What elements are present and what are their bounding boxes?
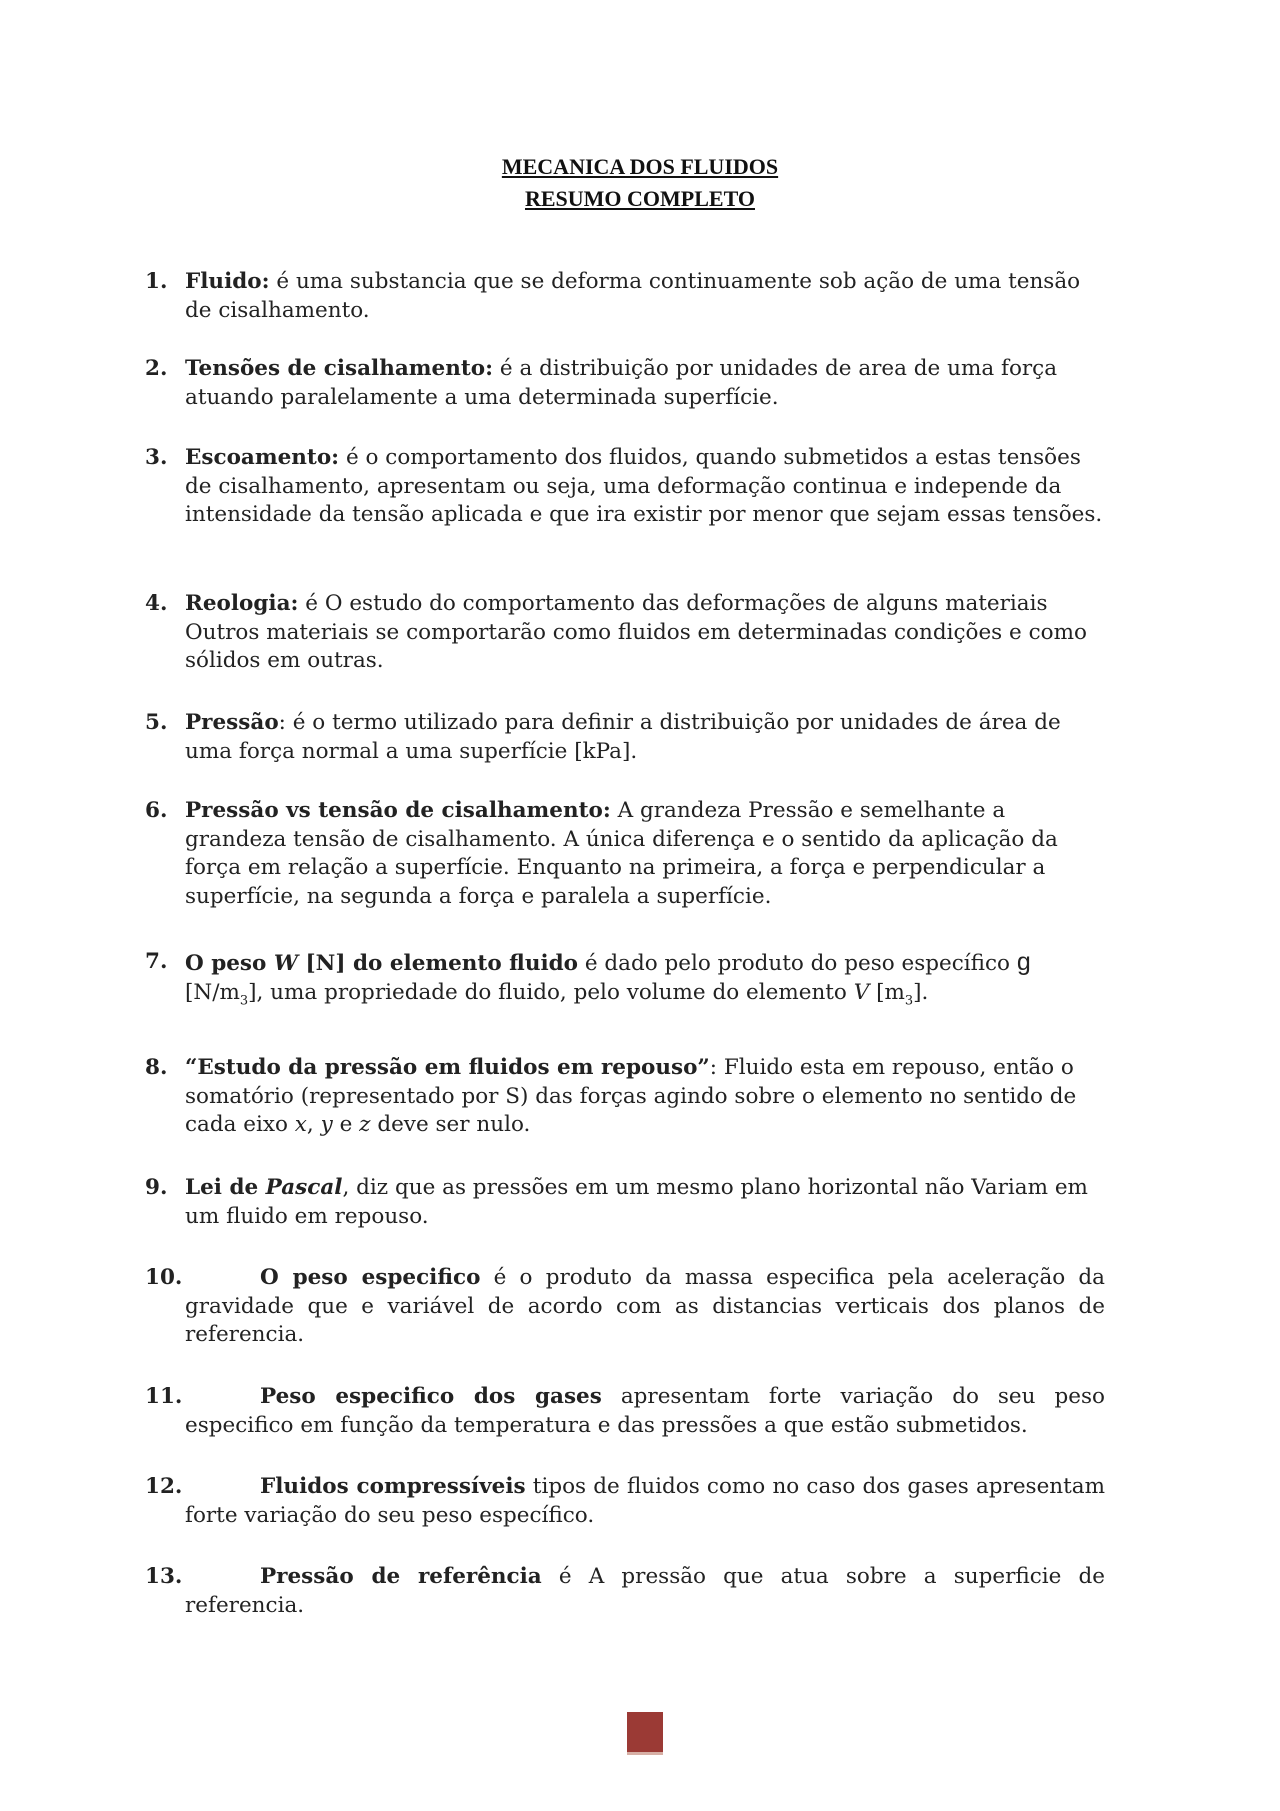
symbol-x: x [294, 1112, 307, 1137]
item-term: O peso [185, 951, 274, 976]
list-item [145, 355, 1105, 412]
item-term: [N] do elemento fluido [298, 951, 578, 976]
item-term: Escoamento: [185, 445, 340, 470]
list-item [145, 590, 1105, 676]
item-body: : é o termo utilizado para definir a distribuição por unidades de área de uma força normal a uma superfície [kPa]. [185, 710, 1061, 764]
item-body: é a distribuição por unidades de area de uma força atuando paralelamente a uma determinada superfície. [185, 356, 1058, 410]
item-number: 13. [145, 1564, 183, 1589]
list-item [145, 709, 1105, 766]
item-term: Pressão de referência [260, 1564, 542, 1589]
item-term: Fluidos compressíveis [260, 1474, 526, 1499]
item-number: 4. [145, 591, 168, 616]
list-item [145, 948, 1105, 1015]
item-body: A grandeza Pressão e semelhante a grandeza tensão de cisalhamento. A única diferença e o sentido da aplicação da força em relação a superfície. Enquanto na primeira, a força e perpendicular a superfície, na segunda a força e paralela a superfície. [185, 798, 1058, 909]
item-body: é dado pelo produto do peso específico [578, 951, 1017, 976]
item-body: tipos de fluidos como no caso dos gases apresentam forte variação do seu peso específico. [185, 1474, 1106, 1528]
item-text [185, 948, 1105, 1015]
item-body: , diz que as pressões em um mesmo plano horizontal não Variam em um fluido em repouso. [185, 1175, 1088, 1229]
item-number: 7. [145, 949, 168, 974]
item-text [185, 797, 1105, 911]
item-body: [N/m [185, 979, 240, 1005]
item-text [185, 268, 1105, 325]
symbol-g: g [1016, 948, 1031, 976]
page-footer-mark [627, 1712, 663, 1755]
item-body: ]. [913, 979, 929, 1005]
item-text [185, 444, 1105, 530]
unit-exponent: 3 [904, 992, 914, 1008]
item-body: e [332, 1112, 360, 1137]
title-line-1: MECANICA DOS FLUIDOS [501, 154, 779, 179]
title-line-2: RESUMO COMPLETO [524, 186, 755, 211]
item-body: : Fluido esta em repouso, então o somatório (representado por S) das forças agindo sobre o elemento no sentido de cada eixo [185, 1055, 1077, 1137]
item-body: , [306, 1112, 321, 1137]
item-number: 5. [145, 710, 168, 735]
item-number: 3. [145, 445, 168, 470]
unit-exponent: 3 [239, 992, 249, 1008]
item-text [185, 1264, 1105, 1350]
item-text [185, 1054, 1105, 1140]
item-body: é o produto da massa especifica pela aceleração da gravidade que e variável de acordo com as distancias verticais dos planos de referencia. [185, 1265, 1105, 1347]
symbol-w: W [273, 951, 299, 976]
item-number: 8. [145, 1055, 168, 1080]
item-term: Reologia: [185, 591, 299, 616]
symbol-y: y [320, 1112, 333, 1137]
list-item [145, 1174, 1105, 1231]
item-term: Pressão vs tensão de cisalhamento: [185, 798, 611, 823]
list-item [145, 797, 1105, 911]
list-item [145, 268, 1105, 325]
item-text [185, 709, 1105, 766]
item-number: 9. [145, 1175, 168, 1200]
symbol-z: z [359, 1112, 371, 1137]
item-body: ], uma propriedade do fluido, pelo volume do elemento [248, 979, 854, 1005]
item-number: 12. [145, 1474, 183, 1499]
item-number: 11. [145, 1384, 183, 1409]
list-item [145, 1054, 1105, 1140]
item-term: Lei de [185, 1175, 266, 1200]
item-body: é o comportamento dos fluidos, quando submetidos a estas tensões de cisalhamento, apresentam ou seja, uma deformação continua e independe da intensidade da tensão aplicada e que ira existir por menor que sejam essas tensões. [185, 445, 1103, 527]
list-item [145, 444, 1105, 530]
list-item [145, 1383, 1105, 1440]
item-text [185, 1174, 1105, 1231]
item-number: 6. [145, 798, 168, 823]
item-body: é uma substancia que se deforma continuamente sob ação de uma tensão de cisalhamento. [185, 269, 1081, 323]
item-term: “Estudo da pressão em fluidos em repouso” [185, 1055, 710, 1080]
item-term: Fluido: [185, 269, 270, 294]
item-term: Pressão [185, 710, 279, 735]
item-text [185, 1563, 1105, 1620]
item-body: é O estudo do comportamento das deformações de alguns materiais Outros materiais se comportarão como fluidos em determinadas condições e como sólidos em outras. [185, 591, 1087, 673]
item-number: 2. [145, 356, 168, 381]
item-number: 10. [145, 1265, 183, 1290]
symbol-v: V [853, 979, 870, 1005]
list-item [145, 1563, 1105, 1620]
item-term: Tensões de cisalhamento: [185, 356, 494, 381]
item-body: [m [869, 979, 905, 1005]
list-item [145, 1473, 1105, 1530]
item-number: 1. [145, 269, 168, 294]
item-body: deve ser nulo. [370, 1112, 531, 1137]
item-text [185, 355, 1105, 412]
list-item [145, 1264, 1105, 1350]
item-body: é A pressão que atua sobre a superficie de referencia. [185, 1564, 1105, 1618]
item-body: apresentam forte variação do seu peso especifico em função da temperatura e das pressões a que estão submetidos. [185, 1384, 1105, 1438]
item-text [185, 590, 1105, 676]
item-text [185, 1473, 1105, 1530]
item-term-italic: Pascal [265, 1175, 343, 1200]
item-text [185, 1383, 1105, 1440]
item-term: Peso especifico dos gases [260, 1384, 602, 1409]
item-term: O peso especifico [260, 1265, 481, 1290]
